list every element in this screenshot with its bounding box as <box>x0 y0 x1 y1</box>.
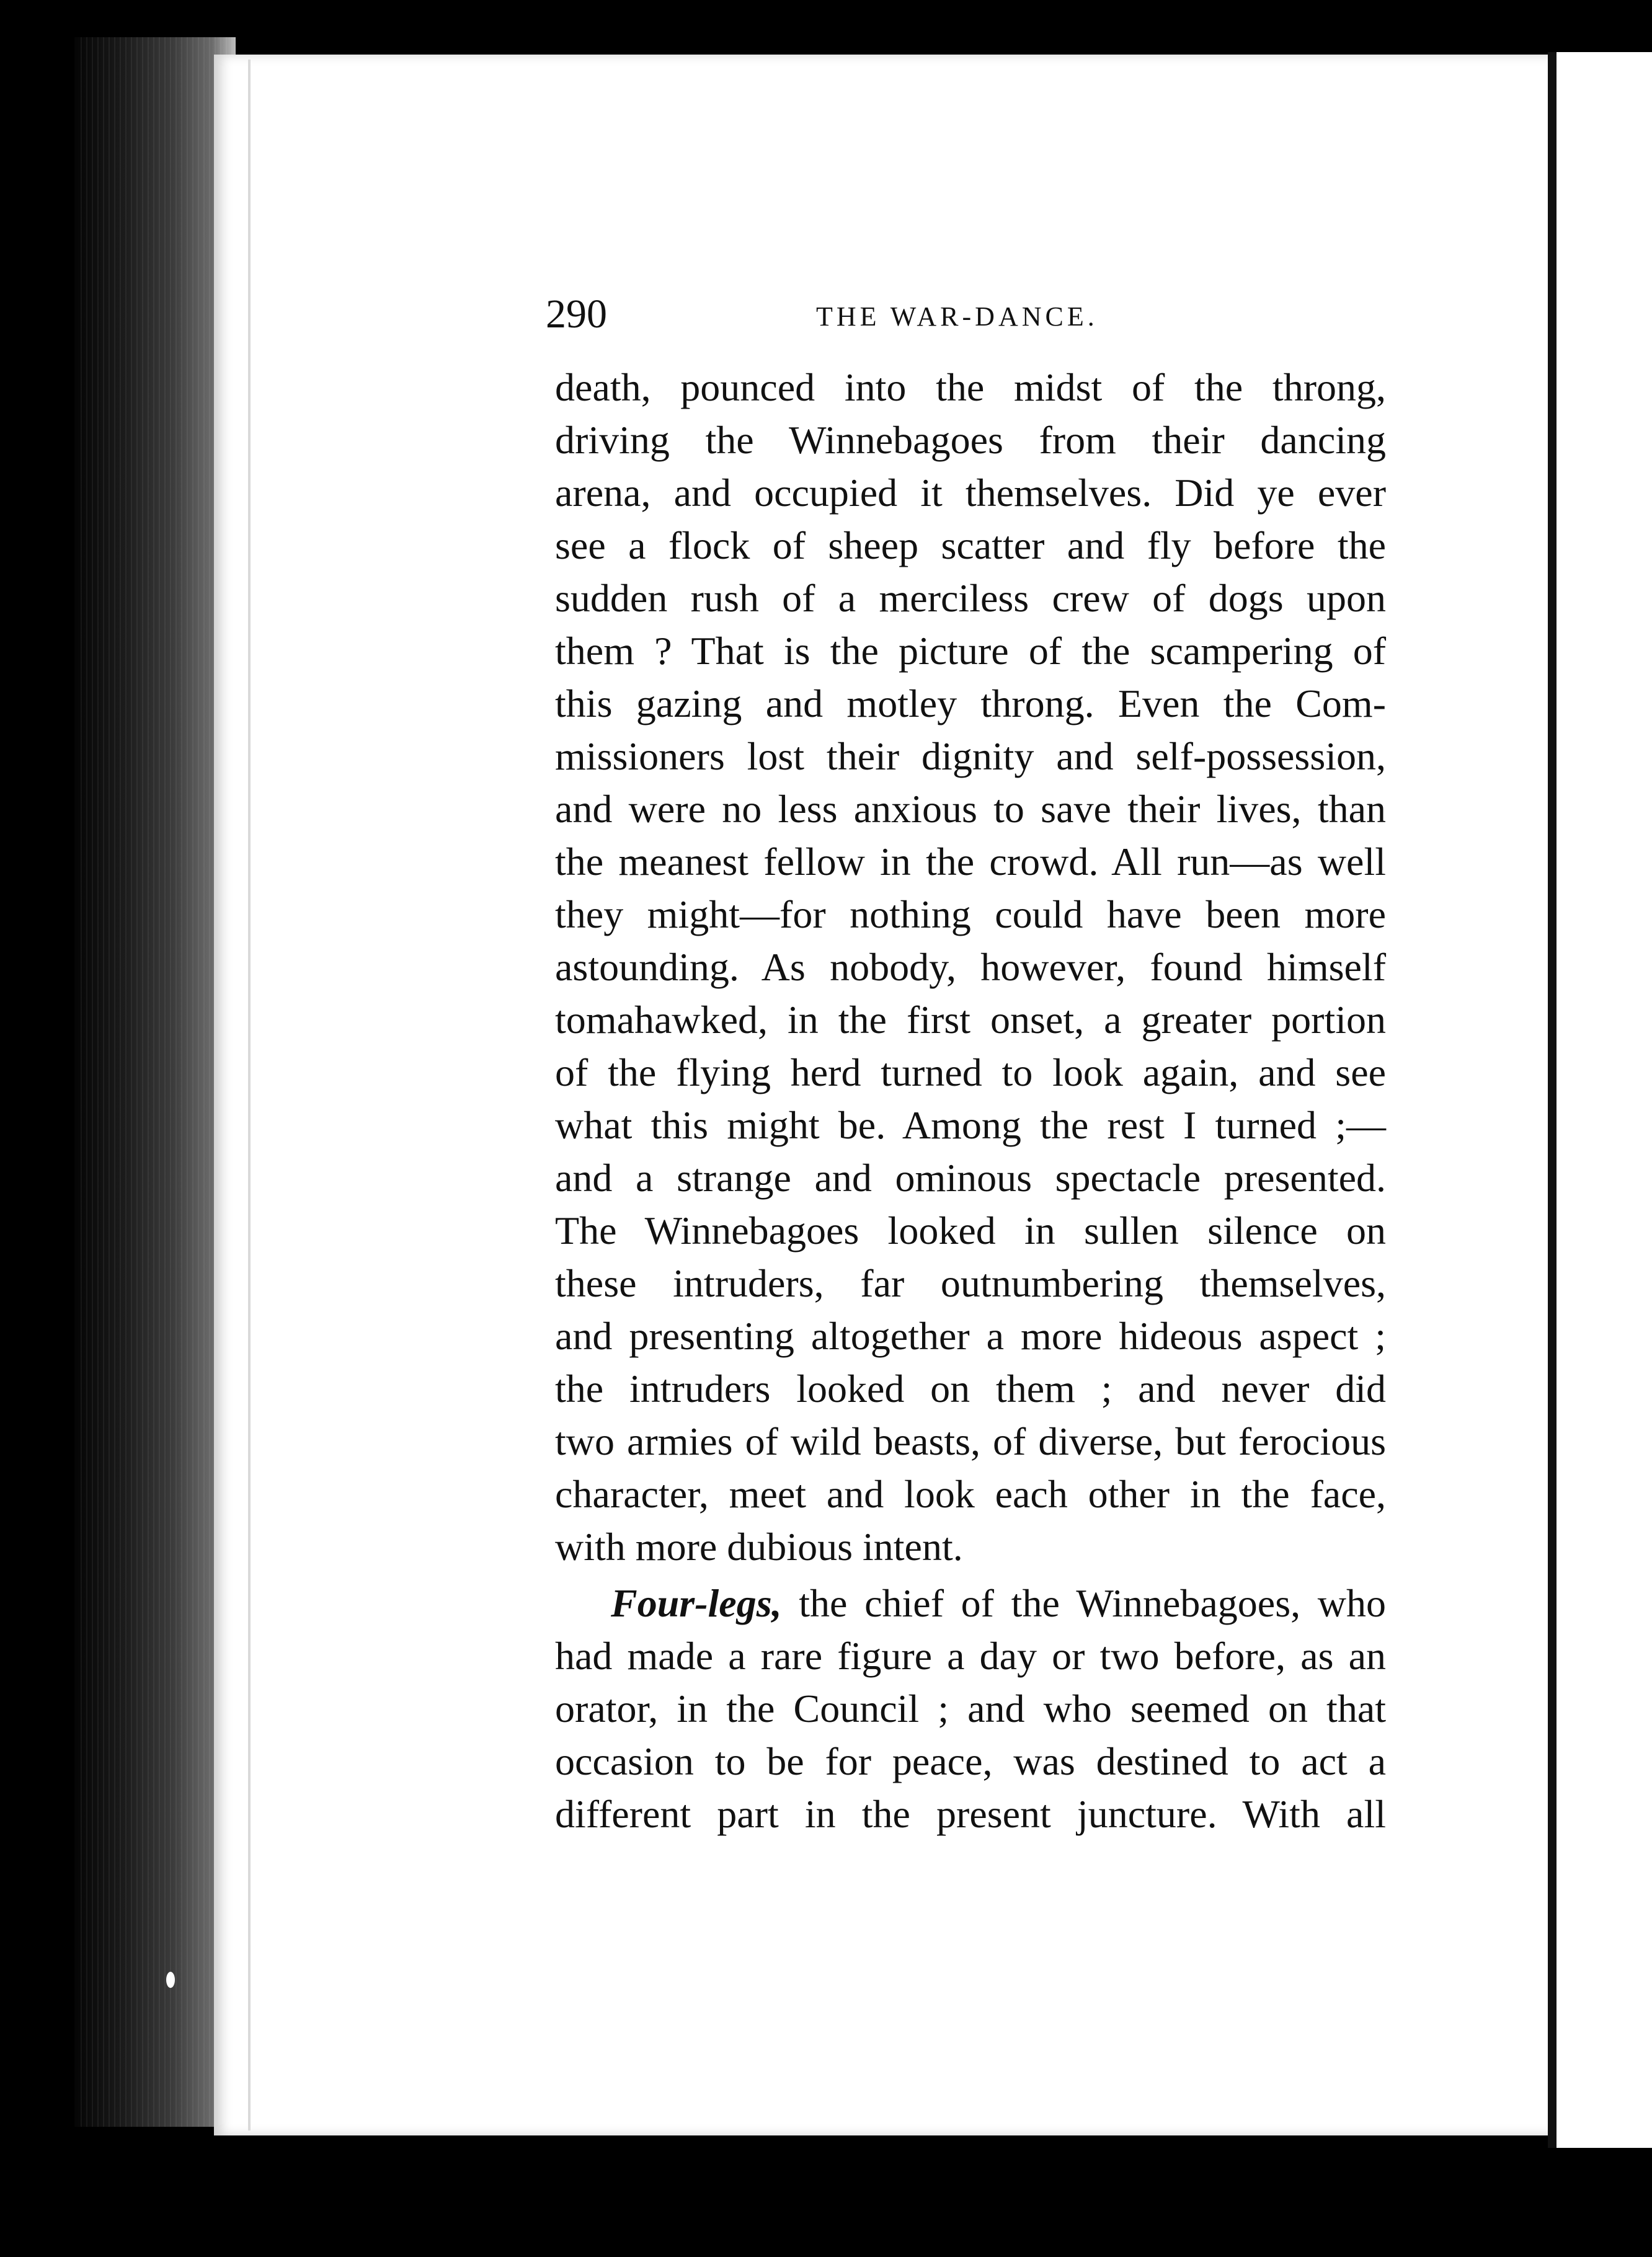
text-line: sudden rush of a merciless crew of dogs upon <box>555 576 1386 620</box>
text-line: these intruders, far outnumbering themselves, <box>555 1261 1386 1305</box>
text-line: had made a rare figure a day or two before, as an <box>555 1634 1386 1678</box>
book-edge-texture <box>81 37 236 2127</box>
text-line: of the flying herd turned to look again, and see <box>555 1050 1386 1094</box>
text-line: with more dubious intent. <box>555 1525 963 1569</box>
text-line: see a flock of sheep scatter and fly before the <box>555 523 1386 567</box>
text-line: them ? That is the picture of the scampering of <box>555 629 1386 673</box>
text-line: and were no less anxious to save their lives, than <box>555 787 1386 831</box>
page-fold-shadow <box>248 60 251 2131</box>
page-number: 290 <box>546 291 607 337</box>
text-line: two armies of wild beasts, of diverse, but ferocious <box>555 1419 1386 1463</box>
text-line: the meanest fellow in the crowd. All run—as well <box>555 840 1386 884</box>
emphasized-name: Four-legs, <box>611 1581 782 1625</box>
facing-page-edge <box>1557 52 1652 2148</box>
text-line: different part in the present juncture. With all <box>555 1792 1386 1836</box>
text-line: driving the Winnebagoes from their dancing <box>555 418 1386 462</box>
running-title: THE WAR-DANCE. <box>816 301 1098 332</box>
text-line: missioners lost their dignity and self-possession, <box>555 734 1386 778</box>
paragraph-first-line <box>555 1577 1386 1630</box>
text-line: tomahawked, in the first onset, a greater portion <box>555 998 1386 1042</box>
running-head <box>546 286 1389 342</box>
text-line: this gazing and motley throng. Even the Com- <box>555 681 1386 725</box>
text-line: character, meet and look each other in the face, <box>555 1472 1386 1516</box>
text-line: arena, and occupied it themselves. Did ye ever <box>555 471 1386 515</box>
text-line: occasion to be for peace, was destined to act a <box>555 1739 1386 1783</box>
text-line: what this might be. Among the rest I turned ;— <box>555 1103 1386 1147</box>
text-line: and a strange and ominous spectacle presented. <box>555 1156 1386 1200</box>
body-text <box>555 361 1386 1840</box>
scan-speck <box>279 2009 283 2013</box>
text-line: death, pounced into the midst of the throng, <box>555 365 1386 409</box>
text-line: and presenting altogether a more hideous aspect ; <box>555 1314 1386 1358</box>
text-line: The Winnebagoes looked in sullen silence on <box>555 1208 1386 1253</box>
scan-speck <box>166 1972 175 1988</box>
text-line: astounding. As nobody, however, found himself <box>555 945 1386 989</box>
text-line: the intruders looked on them ; and never did <box>555 1367 1386 1411</box>
text-fragment: the chief of the Winnebagoes, who <box>781 1581 1386 1625</box>
text-line: orator, in the Council ; and who seemed on that <box>555 1687 1386 1731</box>
text-line: they might—for nothing could have been more <box>555 892 1386 936</box>
